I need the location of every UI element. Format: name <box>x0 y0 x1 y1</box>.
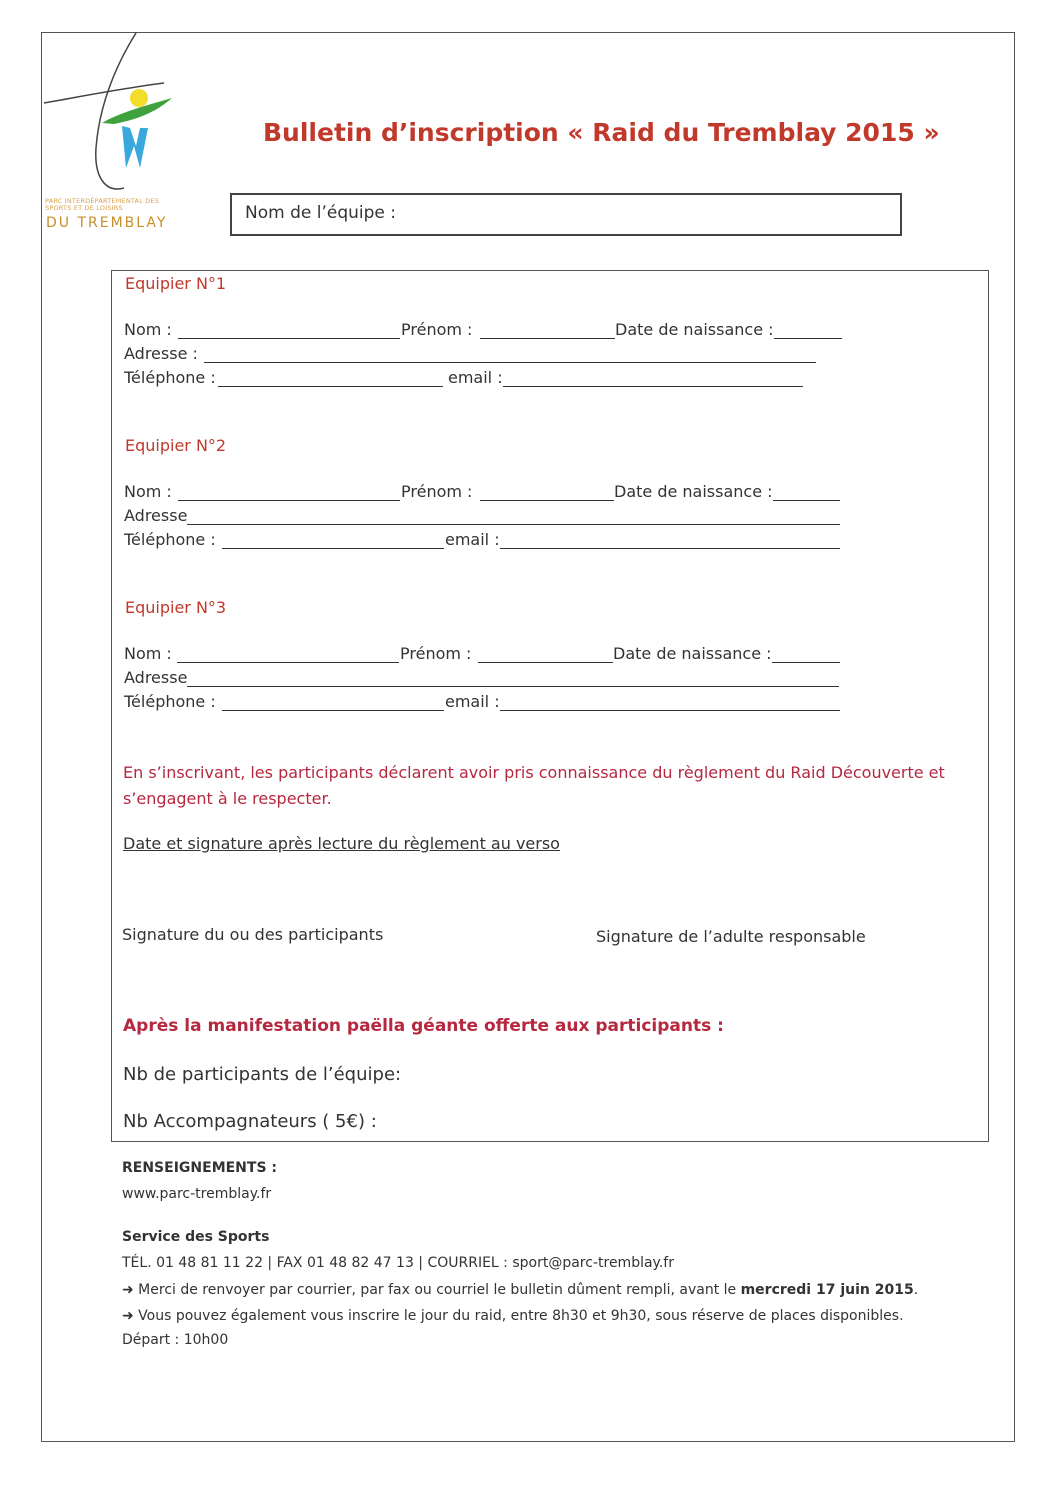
member-3-firstname-label: Prénom : <box>400 644 472 663</box>
member-3-phone-label: Téléphone : <box>124 692 216 711</box>
same-day-note: ➜ Vous pouvez également vous inscrire le jour du raid, entre 8h30 et 9h30, sous réserve de places disponibles. <box>122 1308 904 1324</box>
member-1-phone-label: Téléphone : <box>124 368 216 387</box>
member-2-firstname-line[interactable] <box>480 500 614 501</box>
member-1-name-label: Nom : <box>124 320 172 339</box>
declaration-line-2: s’engagent à le respecter. <box>123 789 332 808</box>
depart-time: Départ : 10h00 <box>122 1332 229 1348</box>
member-1-birthdate-label: Date de naissance : <box>615 320 774 339</box>
page-title: Bulletin d’inscription « Raid du Tremblay 2015 » <box>263 118 940 147</box>
member-2-title: Equipier N°2 <box>125 436 227 455</box>
nb-participants-label: Nb de participants de l’équipe: <box>123 1064 402 1085</box>
signature-instruction: Date et signature après lecture du règlement au verso <box>123 834 560 853</box>
member-3-email-line[interactable] <box>500 710 840 711</box>
nb-accompagnateurs-label: Nb Accompagnateurs ( 5€) : <box>123 1111 377 1132</box>
member-2-email-line[interactable] <box>500 548 840 549</box>
service-heading: Service des Sports <box>122 1229 270 1245</box>
member-2-firstname-label: Prénom : <box>401 482 473 501</box>
member-1-birthdate-line[interactable] <box>774 338 842 339</box>
adult-signature-label: Signature de l’adulte responsable <box>596 927 866 946</box>
member-1-phone-line[interactable] <box>218 386 443 387</box>
member-2-birthdate-line[interactable] <box>773 500 840 501</box>
member-1-email-line[interactable] <box>503 386 803 387</box>
contact-line: TÉL. 01 48 81 11 22 | FAX 01 48 82 47 13 | COURRIEL : sport@parc-tremblay.fr <box>122 1255 674 1271</box>
member-2-address-label: Adresse <box>124 506 188 525</box>
return-note-end: . <box>913 1282 919 1298</box>
member-3-address-line[interactable] <box>187 686 839 687</box>
member-1-email-label: email : <box>448 368 503 387</box>
member-3-phone-line[interactable] <box>222 710 444 711</box>
member-3-name-label: Nom : <box>124 644 172 663</box>
return-deadline: mercredi 17 juin 2015 <box>740 1282 914 1298</box>
renseignements-heading: RENSEIGNEMENTS : <box>122 1160 278 1176</box>
participants-signature-label: Signature du ou des participants <box>122 925 384 944</box>
member-3-name-line[interactable] <box>177 662 399 663</box>
member-3-address-label: Adresse <box>124 668 188 687</box>
team-name-field[interactable] <box>230 193 902 236</box>
member-2-phone-line[interactable] <box>222 548 444 549</box>
member-2-email-label: email : <box>445 530 500 549</box>
member-2-address-line[interactable] <box>187 524 840 525</box>
member-3-firstname-line[interactable] <box>478 662 613 663</box>
member-3-email-label: email : <box>445 692 500 711</box>
member-1-name-line[interactable] <box>178 338 400 339</box>
member-3-birthdate-label: Date de naissance : <box>613 644 772 663</box>
logo-small-text: PARC INTERDÉPARTEMENTAL DES SPORTS ET DE LOISIRS <box>45 197 160 212</box>
registration-box <box>111 270 989 1142</box>
member-2-name-label: Nom : <box>124 482 172 501</box>
member-3-title: Equipier N°3 <box>125 598 227 617</box>
member-1-title: Equipier N°1 <box>125 274 227 293</box>
member-1-address-line[interactable] <box>204 362 816 363</box>
member-3-birthdate-line[interactable] <box>772 662 840 663</box>
member-1-address-label: Adresse : <box>124 344 198 363</box>
website-link[interactable]: www.parc-tremblay.fr <box>122 1186 272 1202</box>
logo-big-text: DU TREMBLAY <box>46 215 168 231</box>
member-2-name-line[interactable] <box>178 500 400 501</box>
member-2-phone-label: Téléphone : <box>124 530 216 549</box>
return-note <box>122 1282 918 1298</box>
paella-title: Après la manifestation paëlla géante offerte aux participants : <box>123 1016 724 1036</box>
member-1-firstname-line[interactable] <box>480 338 615 339</box>
return-note-text: ➜ Merci de renvoyer par courrier, par fax ou courriel le bulletin dûment rempli, avant le <box>122 1282 741 1298</box>
team-name-label: Nom de l’équipe : <box>245 203 396 223</box>
declaration-line-1: En s’inscrivant, les participants déclarent avoir pris connaissance du règlement du Raid Découverte et <box>123 763 945 782</box>
member-1-firstname-label: Prénom : <box>401 320 473 339</box>
member-2-birthdate-label: Date de naissance : <box>614 482 773 501</box>
